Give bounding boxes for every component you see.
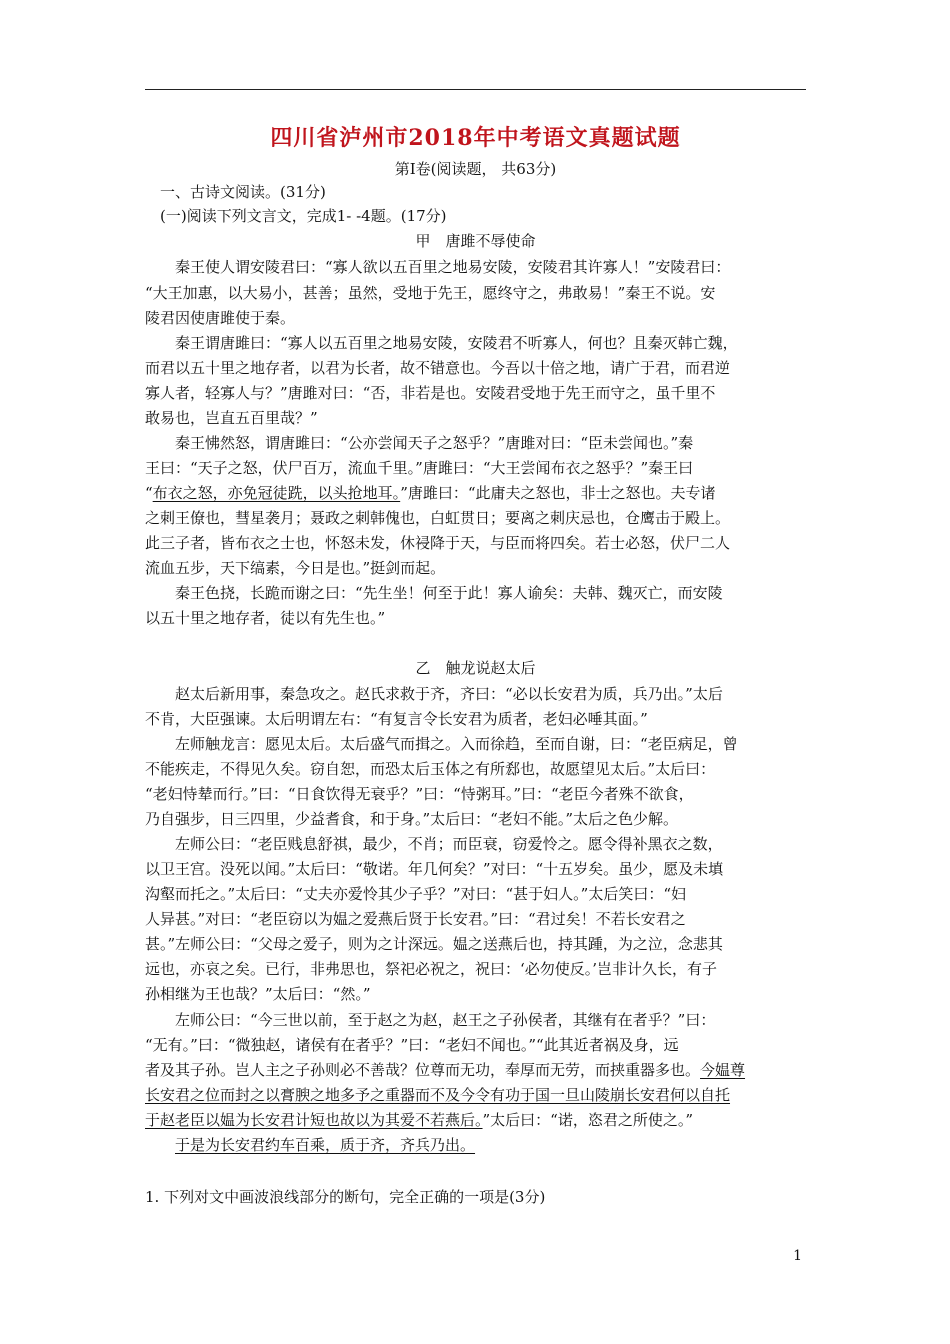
text-a-line: 此三子者，皆布衣之士也，怀怒未发，休祲降于天，与臣而将四矣。若士必怒，伏尸二人 [145, 534, 731, 552]
text-b-line: 于赵老臣以媪为长安君计短也故以为其爱不若燕后。”太后曰：“诺，恣君之所使之。” [145, 1111, 694, 1129]
text-b-line: 以卫王宫。没死以闻。”太后曰：“敬诺。年几何矣？”对曰：“十五岁矣。虽少，愿及未填 [145, 860, 724, 878]
text-a-line: 之刺王僚也，彗星袭月；聂政之刺韩傀也，白虹贯日；要离之刺庆忌也，仓鹰击于殿上。 [145, 509, 731, 527]
text-a-line: 流血五步，天下缟素，今日是也。”挺剑而起。 [145, 559, 446, 577]
subtitle: 第Ⅰ卷(阅读题， 共63分) [394, 160, 557, 178]
text-a-line: “大王加惠，以大易小，甚善；虽然，受地于先王，愿终守之，弗敢易！”秦王不说。安 [145, 284, 716, 302]
text-a-line: 王曰：“天子之怒，伏尸百万，流血千里。”唐雎曰：“大王尝闻布衣之怒乎？”秦王曰 [145, 459, 694, 477]
wavy-underlined-phrase: 于赵老臣以媪为长安君计短也故以为其爱不若燕后。 [145, 1111, 483, 1129]
text-a-line: 秦王使人谓安陵君曰：“寡人欲以五百里之地易安陵，安陵君其许寡人！”安陵君曰： [145, 258, 731, 276]
text-b-line: 甚。”左师公曰：“父母之爱子，则为之计深远。媪之送燕后也，持其踵，为之泣，念悲其 [145, 935, 723, 953]
text-b-line: 左师公曰：“今三世以前，至于赵之为赵，赵王之子孙侯者，其继有在者乎？”曰： [145, 1011, 716, 1029]
header-rule [145, 89, 806, 90]
text-a-line: 而君以五十里之地存者，以君为长者，故不错意也。今吾以十倍之地，请广于君，而君逆 [145, 359, 731, 377]
part-heading: (一)阅读下列文言文，完成1- -4题。(17分) [160, 207, 447, 225]
underlined-sentence: 于是为长安君约车百乘，质于齐，齐兵乃出。 [175, 1136, 476, 1154]
question-1: 1. 下列对文中画波浪线部分的断句，完全正确的一项是(3分) [145, 1188, 546, 1206]
text-b-line: 人异甚。”对曰：“老臣窃以为媪之爱燕后贤于长安君。”曰：“君过矣！不若长安君之 [145, 910, 686, 928]
text-b-line [145, 1134, 806, 1156]
text-b-line: 不能疾走，不得见久矣。窃自恕，而恐太后玉体之有所郄也，故愿望见太后。”太后曰： [145, 760, 716, 778]
text-a-line: 以五十里之地存者，徒以有先生也。” [145, 609, 386, 627]
text-a-line: 寡人者，轻寡人与？”唐雎对曰：“否，非若是也。安陵君受地于先王而守之，虽千里不 [145, 384, 716, 402]
page-title: 四川省泸州市2018年中考语文真题试题 [270, 125, 681, 151]
text-a-line: 秦王怫然怒，谓唐雎曰：“公亦尝闻天子之怒乎？”唐雎对曰：“臣未尝闻也。”秦 [145, 434, 694, 452]
text-a-heading: 甲 唐雎不辱使命 [415, 232, 536, 250]
underlined-phrase: 布衣之怒，亦免冠徒跣，以头抢地耳。 [152, 484, 401, 502]
wavy-underlined-phrase: 长安君之位而封之以膏腴之地多予之重器而不及今令有功于国一旦山陵崩长安君何以自托 [145, 1086, 731, 1104]
text-b-heading: 乙 触龙说赵太后 [415, 659, 536, 677]
text-b-line: 左师公曰：“老臣贱息舒祺，最少，不肖；而臣衰，窃爱怜之。愿令得补黑衣之数， [145, 835, 723, 853]
text-b-line: 赵太后新用事，秦急攻之。赵氏求救于齐，齐曰：“必以长安君为质，兵乃出。”太后 [145, 685, 723, 703]
text-b-line: 者及其子孙。岂人主之子孙则必不善哉？位尊而无功，奉厚而无劳，而挟重器多也。今媪尊 [145, 1061, 746, 1079]
text-b-line [145, 1084, 806, 1106]
page-number: 1 [793, 1248, 802, 1264]
text-b-line: “无有。”曰：“微独赵，诸侯有在者乎？”曰：“老妇不闻也。”“此其近者祸及身，远 [145, 1036, 679, 1054]
section-heading: 一、古诗文阅读。(31分) [160, 183, 326, 201]
text-a-line: 秦王色挠，长跪而谢之曰：“先生坐！何至于此！寡人谕矣：夫韩、魏灭亡，而安陵 [145, 584, 723, 602]
text-a-line: 秦王谓唐雎曰：“寡人以五百里之地易安陵，安陵君不听寡人，何也？且秦灭韩亡魏， [145, 334, 738, 352]
text-a-line: “布衣之怒，亦免冠徒跣，以头抢地耳。”唐雎曰：“此庸夫之怒也，非士之怒也。夫专诸 [145, 484, 716, 502]
text-b-line: 孙相继为王也哉？”太后曰：“然。” [145, 985, 371, 1003]
text-b-line: 不肯，大臣强谏。太后明谓左右：“有复言令长安君为质者，老妇必唾其面。” [145, 710, 648, 728]
text-b-line: 远也，亦哀之矣。已行，非弗思也，祭祀必祝之，祝曰：‘必勿使反。’岂非计久长，有子 [145, 960, 718, 978]
text-a-line: 陵君因使唐雎使于秦。 [145, 309, 296, 327]
text-b-line: “老妇恃辇而行。”曰：“日食饮得无衰乎？”曰：“恃粥耳。”曰：“老臣今者殊不欲食， [145, 785, 694, 803]
text-b-line: 左师触龙言：愿见太后。太后盛气而揖之。入而徐趋，至而自谢，曰：“老臣病足，曾 [145, 735, 738, 753]
text-b-line: 沟壑而托之。”太后曰：“丈夫亦爱怜其少子乎？”对曰：“甚于妇人。”太后笑曰：“妇 [145, 885, 687, 903]
text-a-line: 敢易也，岂直五百里哉？” [145, 409, 318, 427]
wavy-underlined-phrase: 今媪尊 [700, 1061, 746, 1079]
text-b-line: 乃自强步，日三四里，少益耆食，和于身。”太后曰：“老妇不能。”太后之色少解。 [145, 810, 679, 828]
